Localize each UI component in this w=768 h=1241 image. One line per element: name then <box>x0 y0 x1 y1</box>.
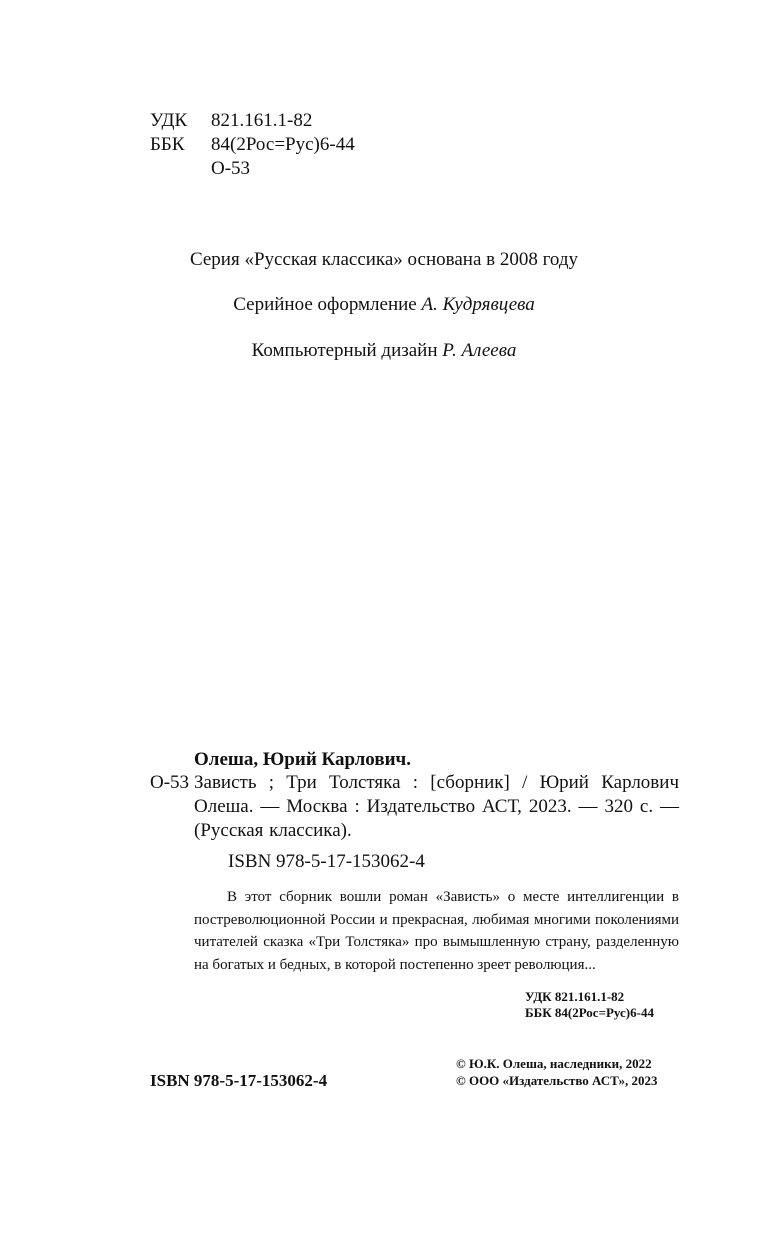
isbn-bottom: ISBN 978-5-17-153062-4 <box>150 1071 328 1090</box>
author-sign: О-53 <box>150 772 190 793</box>
udk-label: УДК <box>150 110 188 131</box>
copyright-author: © Ю.К. Олеша, наследники, 2022 <box>456 1056 652 1071</box>
udk-value: 821.161.1-82 <box>211 110 313 131</box>
series-note: Серия «Русская классика» основана в 2008 году <box>189 249 579 270</box>
computer-design-credit <box>0 338 768 364</box>
computer-design-label: Компьютерный дизайн <box>251 340 438 361</box>
author-heading: Олеша, Юрий Карлович. <box>194 749 411 770</box>
serial-design-label: Серийное оформление <box>233 294 417 315</box>
annotation: В этот сборник вошли роман «Зависть» о месте интеллигенции в постреволюционной России и прекрасная, любимая многими поколениями читателей сказка «Три Толстяка» про вымышленную страну, разделенную на богатых и бедных, в которой постепенно зреет революция... <box>194 889 679 973</box>
udk-code: УДК 821.161.1-82 <box>525 989 625 1004</box>
bbk-code: ББК 84(2Рос=Рус)6-44 <box>525 1005 654 1020</box>
bibliographic-isbn: ISBN 978-5-17-153062-4 <box>228 851 425 872</box>
computer-design-name: Р. Алеева <box>442 340 517 361</box>
author-sign-top: О-53 <box>211 158 251 179</box>
copyright-publisher: © ООО «Издательство АСТ», 2023 <box>456 1073 658 1088</box>
serial-design-name: А. Кудрявцева <box>421 294 535 315</box>
bbk-value: 84(2Рос=Рус)6-44 <box>211 134 355 155</box>
bbk-label: ББК <box>150 134 185 155</box>
serial-design-credit <box>0 292 768 318</box>
bibliographic-description: Зависть ; Три Толстяка : [сборник] / Юрий Карлович Олеша. — Москва : Издательство АСТ, 2023. — 320 с. — (Русская классика). <box>194 772 679 841</box>
